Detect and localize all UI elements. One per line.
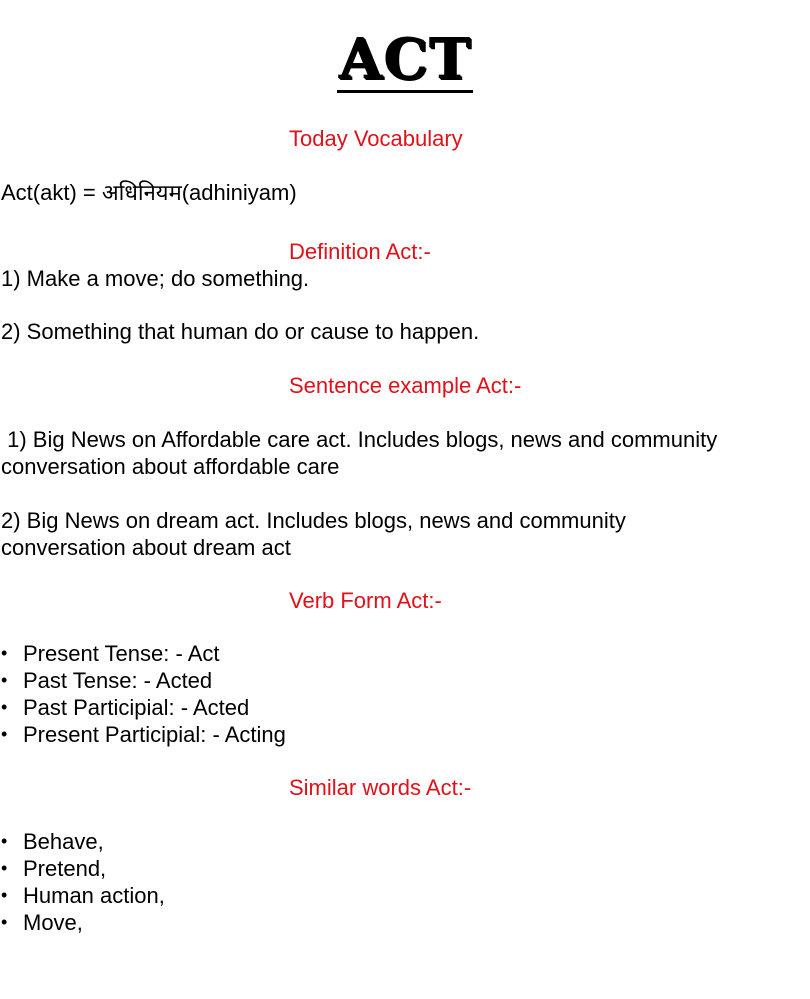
- verb-form-past-participle: Past Participial: - Acted: [23, 695, 250, 720]
- list-item: [0, 882, 165, 909]
- similar-word-move: Move,: [23, 910, 83, 935]
- list-item: [0, 721, 286, 748]
- list-item: [0, 694, 286, 721]
- bullet-icon: •: [1, 724, 8, 744]
- title-container: [0, 26, 810, 93]
- definition-heading: Definition Act:-: [289, 239, 431, 264]
- page-title: ACT: [338, 26, 472, 92]
- verb-form-list: [0, 640, 286, 748]
- bullet-icon: •: [1, 697, 8, 717]
- sentence-2: 2) Big News on dream act. Includes blogs, news and community conversation about dream act: [1, 508, 626, 560]
- bullet-icon: •: [1, 912, 8, 932]
- list-item: [0, 909, 165, 936]
- vocab-heading: Today Vocabulary: [289, 126, 463, 151]
- verb-form-present: Present Tense: - Act: [23, 641, 220, 666]
- definition-2: 2) Something that human do or cause to happen.: [1, 319, 480, 344]
- vocab-line: Act(akt) = अधिनियम(adhiniyam): [1, 180, 297, 205]
- bullet-icon: •: [1, 831, 8, 851]
- list-item: [0, 828, 165, 855]
- similar-word-human-action: Human action,: [23, 883, 165, 908]
- list-item: [0, 640, 286, 667]
- definition-1: 1) Make a move; do something.: [1, 266, 310, 291]
- sentence-heading: Sentence example Act:-: [289, 373, 522, 398]
- verb-form-heading: Verb Form Act:-: [289, 588, 442, 613]
- list-item: [0, 855, 165, 882]
- verb-form-past: Past Tense: - Acted: [23, 668, 213, 693]
- list-item: [0, 667, 286, 694]
- bullet-icon: •: [1, 670, 8, 690]
- bullet-icon: •: [1, 858, 8, 878]
- verb-form-present-participle: Present Participial: - Acting: [23, 722, 286, 747]
- bullet-icon: •: [1, 643, 8, 663]
- similar-word-pretend: Pretend,: [23, 856, 107, 881]
- similar-words-list: [0, 828, 165, 936]
- bullet-icon: •: [1, 885, 8, 905]
- sentence-1: 1) Big News on Affordable care act. Includes blogs, news and community conversation about affordable care: [1, 427, 724, 479]
- similar-word-behave: Behave,: [23, 829, 104, 854]
- similar-words-heading: Similar words Act:-: [289, 775, 472, 800]
